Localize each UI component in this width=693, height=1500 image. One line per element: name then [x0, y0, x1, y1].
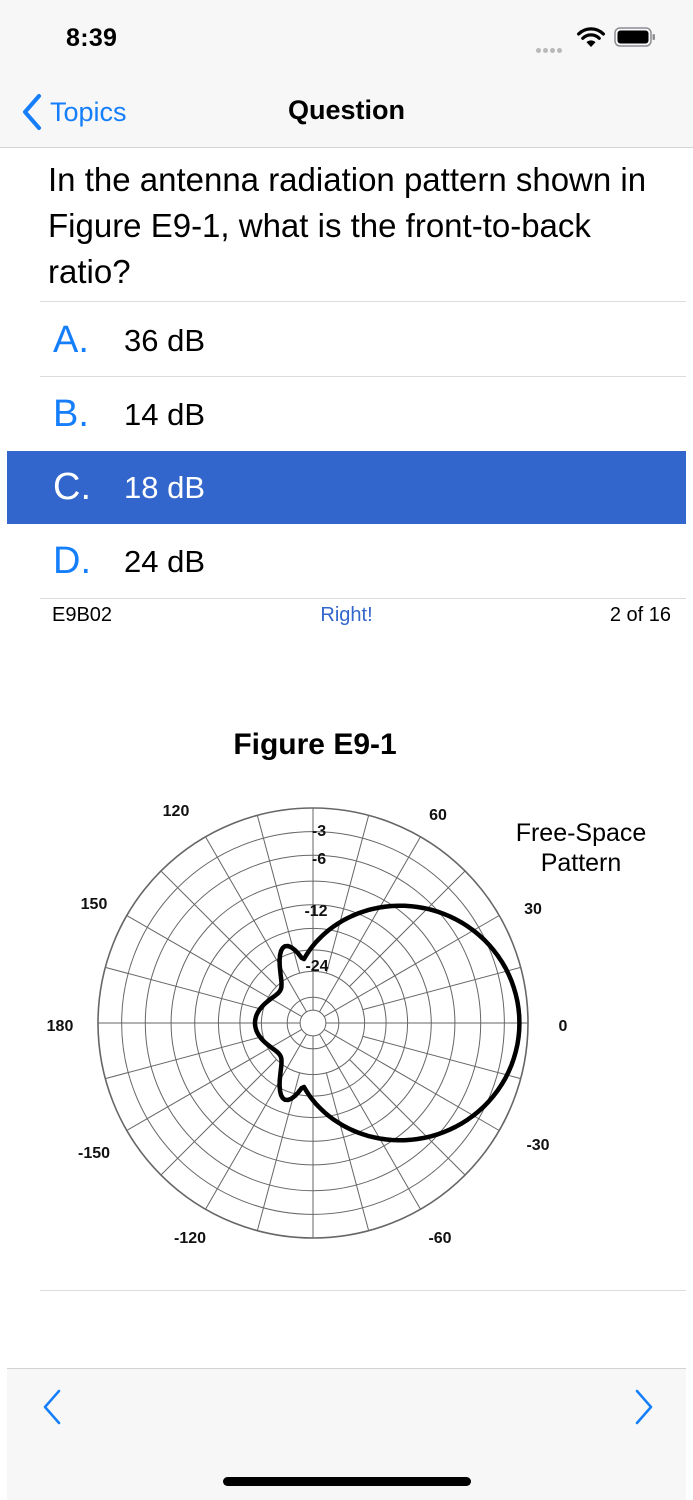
answer-option-b[interactable] [7, 378, 686, 451]
grid-spoke [349, 1059, 465, 1175]
grid-spoke [105, 1036, 263, 1078]
grid-spoke [349, 871, 465, 987]
ring-label: -12 [304, 903, 328, 920]
antenna-radiation-pattern-figure [40, 790, 620, 1250]
page-title: Question [287, 95, 405, 125]
angle-label: -120 [173, 1230, 207, 1247]
ring-label: -6 [311, 851, 327, 868]
divider [40, 376, 686, 377]
ring-label: -3 [311, 823, 327, 840]
question-text: In the antenna radiation pattern shown in Figure E9-1, what is the front-to-back ratio? [48, 161, 647, 290]
status-bar [0, 0, 693, 76]
angle-label: 180 [46, 1018, 74, 1035]
answer-letter: D. [53, 540, 91, 582]
angle-label: 150 [80, 896, 108, 913]
home-indicator [223, 1477, 471, 1486]
grid-spoke [363, 967, 521, 1009]
answer-letter: B. [53, 393, 89, 435]
signal-dots-icon [536, 40, 566, 48]
angle-label: 120 [162, 803, 190, 820]
answer-text: 18 dB [124, 470, 206, 505]
grid-spoke [326, 1073, 368, 1231]
angle-label: 0 [558, 1018, 568, 1035]
answer-option-d[interactable] [7, 525, 686, 598]
angle-label: 60 [429, 807, 447, 824]
answer-letter: A. [53, 319, 89, 361]
navigation-bar [0, 76, 693, 148]
wifi-icon [576, 25, 606, 49]
battery-icon [614, 26, 656, 48]
question-id: E9B02 [52, 604, 113, 626]
back-button-label: Topics [50, 96, 127, 127]
legend-line: Free-Space [515, 819, 647, 847]
answer-text: 24 dB [124, 544, 206, 579]
grid-spoke [326, 815, 368, 973]
divider [40, 301, 686, 302]
grid-spoke [206, 837, 307, 1012]
angle-label: -30 [526, 1137, 550, 1154]
legend-line: Pattern [540, 849, 622, 877]
angle-label: 30 [524, 901, 542, 918]
grid-spoke [206, 1034, 307, 1209]
grid-spoke [127, 916, 302, 1017]
angle-label: -60 [428, 1230, 452, 1247]
question-position: 2 of 16 [609, 604, 671, 626]
answer-text: 14 dB [124, 397, 206, 432]
figure-title: Figure E9-1 [233, 728, 397, 761]
answer-letter: C. [53, 466, 91, 508]
grid-spoke [105, 967, 263, 1009]
answer-text: 36 dB [124, 323, 206, 358]
grid-spoke [363, 1036, 521, 1078]
previous-question-button[interactable] [33, 1387, 73, 1427]
divider [40, 598, 686, 599]
grid-spoke [161, 1059, 277, 1175]
answer-option-a[interactable] [7, 304, 686, 377]
answer-result: Right! [320, 604, 373, 626]
polar-grid [98, 808, 528, 1238]
ring-label: -24 [305, 958, 329, 975]
grid-spoke [127, 1029, 302, 1130]
question-info-row [0, 604, 693, 632]
next-question-button[interactable] [623, 1387, 663, 1427]
angle-label: -150 [77, 1145, 111, 1162]
divider [40, 1290, 686, 1291]
grid-ring [300, 1010, 326, 1036]
grid-spoke [161, 871, 277, 987]
answer-option-c[interactable] [7, 451, 686, 524]
status-time: 8:39 [66, 24, 118, 52]
